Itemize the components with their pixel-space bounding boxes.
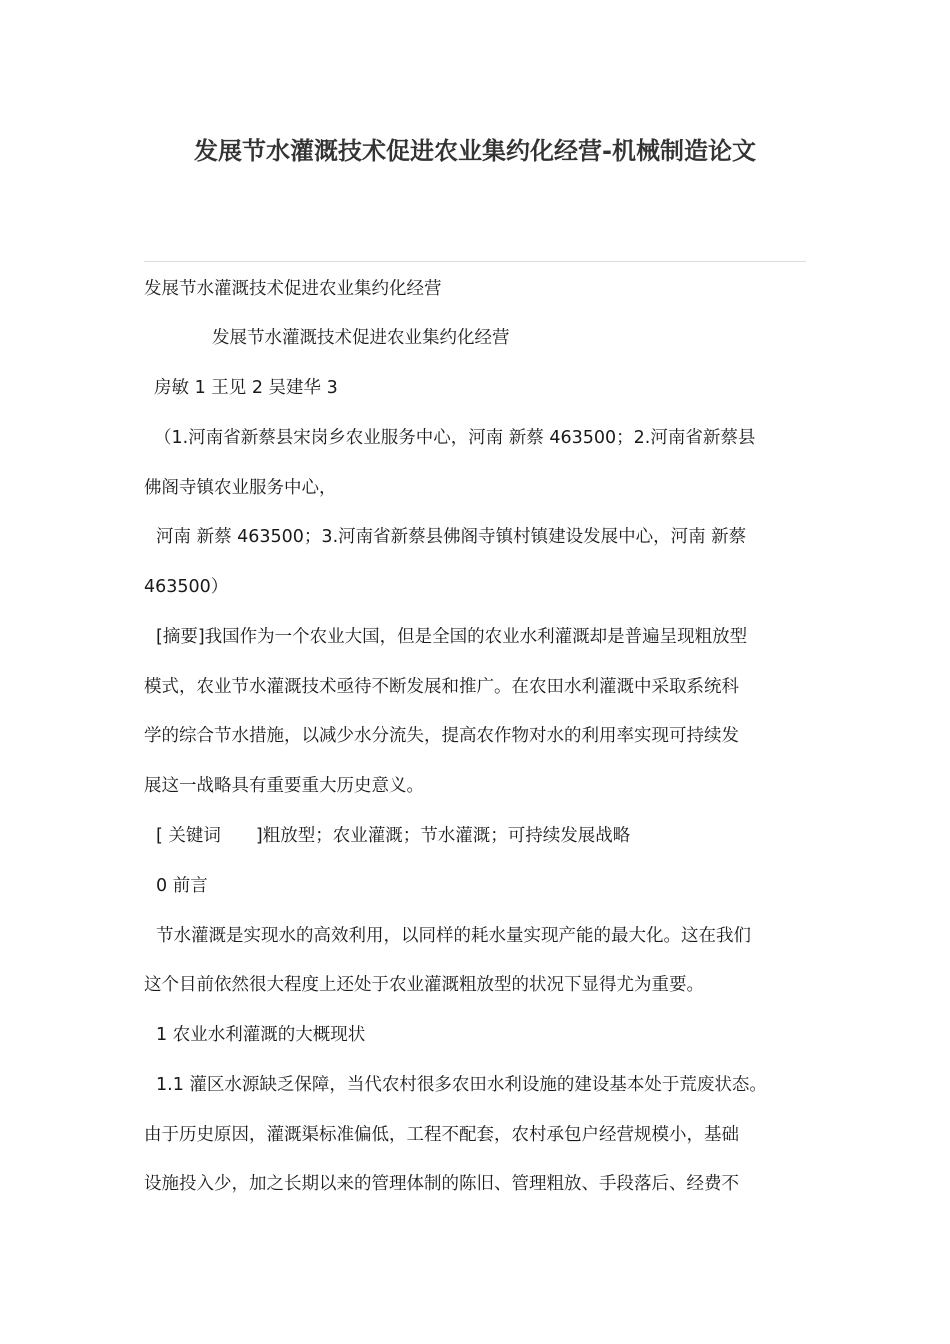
paragraph-line: 河南 新蔡 463500；3.河南省新蔡县佛阁寺镇村镇建设发展中心，河南 新蔡 [156,527,747,547]
paragraph-line: 展这一战略具有重要重大历史意义。 [144,776,424,796]
paragraph-line: 发展节水灌溉技术促进农业集约化经营 [144,279,442,299]
paragraph-line: 节水灌溉是实现水的高效利用，以同样的耗水量实现产能的最大化。这在我们 [156,926,751,946]
paragraph-line: [摘要]我国作为一个农业大国，但是全国的农业水利灌溉却是普遍呈现粗放型 [156,627,748,647]
paragraph-line: 房敏 1 王见 2 吴建华 3 [154,378,338,398]
paragraph-line: 0 前言 [156,876,208,896]
paragraph-line: 463500） [144,577,229,597]
paragraph-line: [ 关键词 ]粗放型；农业灌溉；节水灌溉；可持续发展战略 [156,826,631,846]
paragraph-line: 这个目前依然很大程度上还处于农业灌溉粗放型的状况下显得尤为重要。 [144,975,704,995]
paragraph-line: 1.1 灌区水源缺乏保障，当代农村很多农田水利设施的建设基本处于荒废状态。 [156,1075,767,1095]
paragraph-line: 1 农业水利灌溉的大概现状 [156,1025,366,1045]
paragraph-line: 佛阁寺镇农业服务中心， [144,478,337,498]
paragraph-line: 发展节水灌溉技术促进农业集约化经营 [212,328,510,348]
title-divider [144,261,806,262]
paragraph-line: 模式，农业节水灌溉技术亟待不断发展和推广。在农田水利灌溉中采取系统科 [144,677,739,697]
paragraph-line: 由于历史原因，灌溉渠标准偏低，工程不配套，农村承包户经营规模小，基础 [144,1125,739,1145]
paragraph-line: 设施投入少，加之长期以来的管理体制的陈旧、管理粗放、手段落后、经费不 [144,1174,739,1194]
paragraph-line: 学的综合节水措施，以减少水分流失，提高农作物对水的利用率实现可持续发 [144,726,739,746]
document-title: 发展节水灌溉技术促进农业集约化经营-机械制造论文 [194,137,756,165]
paragraph-line: （1.河南省新蔡县宋岗乡农业服务中心，河南 新蔡 463500；2.河南省新蔡县 [154,428,756,448]
